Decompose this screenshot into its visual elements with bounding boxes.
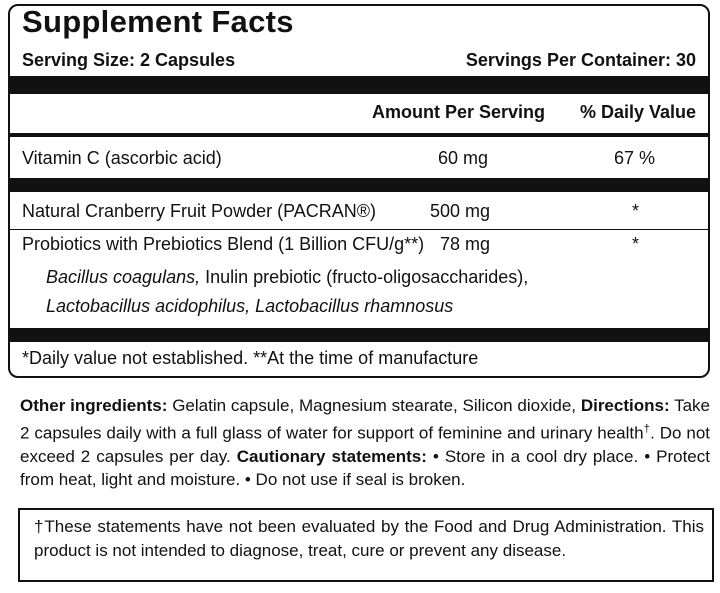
fda-disclaimer-text: †These statements have not been evaluated by the Food and Drug Administration. This product is not intended to diagnose, treat, cure or prevent any disease. [34, 517, 704, 560]
row-amount-probiotics: 78 mg [440, 234, 491, 254]
other-ingredients-paragraph [20, 394, 710, 492]
cautionary-label: Cautionary statements: [236, 446, 427, 466]
header-amount: Amount Per Serving [372, 102, 546, 122]
blend-line-1 [46, 267, 528, 288]
row-name-vitamin-c: Vitamin C (ascorbic acid) [22, 148, 222, 168]
row-dv-cranberry: * [632, 201, 640, 221]
row-name-probiotics: Probiotics with Prebiotics Blend (1 Billion CFU/g**) [22, 234, 425, 254]
panel-footnote: *Daily value not established. **At the time of manufacture [22, 348, 479, 368]
row-divider [10, 229, 708, 230]
blend-line-1-italic: Bacillus coagulans, [46, 267, 201, 287]
thick-divider-middle [10, 178, 708, 192]
header-daily-value: % Daily Value [579, 102, 696, 122]
row-name-cranberry: Natural Cranberry Fruit Powder (PACRAN®) [22, 201, 377, 221]
blend-line-2: Lactobacillus acidophilus, Lactobacillus rhamnosus [46, 296, 454, 316]
other-ingredients-text: Gelatin capsule, Magnesium stearate, Silicon dioxide, [167, 396, 581, 415]
directions-text-2: . Do not exceed 2 capsules per day. [20, 423, 710, 466]
row-amount-cranberry: 500 mg [430, 201, 491, 221]
fda-disclaimer-box [18, 508, 714, 582]
header-divider [10, 133, 708, 137]
directions-label: Directions: [580, 396, 670, 415]
other-ingredients-label: Other ingredients: [20, 396, 168, 415]
blend-line-1-rest: Inulin prebiotic (fructo-oligosaccharides), [200, 267, 529, 287]
thick-divider-top [10, 76, 708, 94]
directions-text: Take 2 capsules daily with a full glass of water for support of feminine and urinary health [20, 396, 710, 443]
dagger-mark: † [643, 422, 651, 435]
supplement-facts-panel [8, 4, 710, 378]
thick-divider-bottom [10, 328, 708, 342]
row-amount-vitamin-c: 60 mg [438, 148, 489, 168]
servings-per-container: Servings Per Container: 30 [465, 50, 696, 70]
panel-title: Supplement Facts [22, 4, 294, 39]
cautionary-text: • Store in a cool dry place. • Protect from heat, light and moisture. • Do not use if seal is broken. [20, 446, 710, 490]
row-dv-probiotics: * [632, 234, 640, 254]
serving-size: Serving Size: 2 Capsules [22, 50, 236, 70]
row-dv-vitamin-c: 67 % [614, 148, 656, 168]
